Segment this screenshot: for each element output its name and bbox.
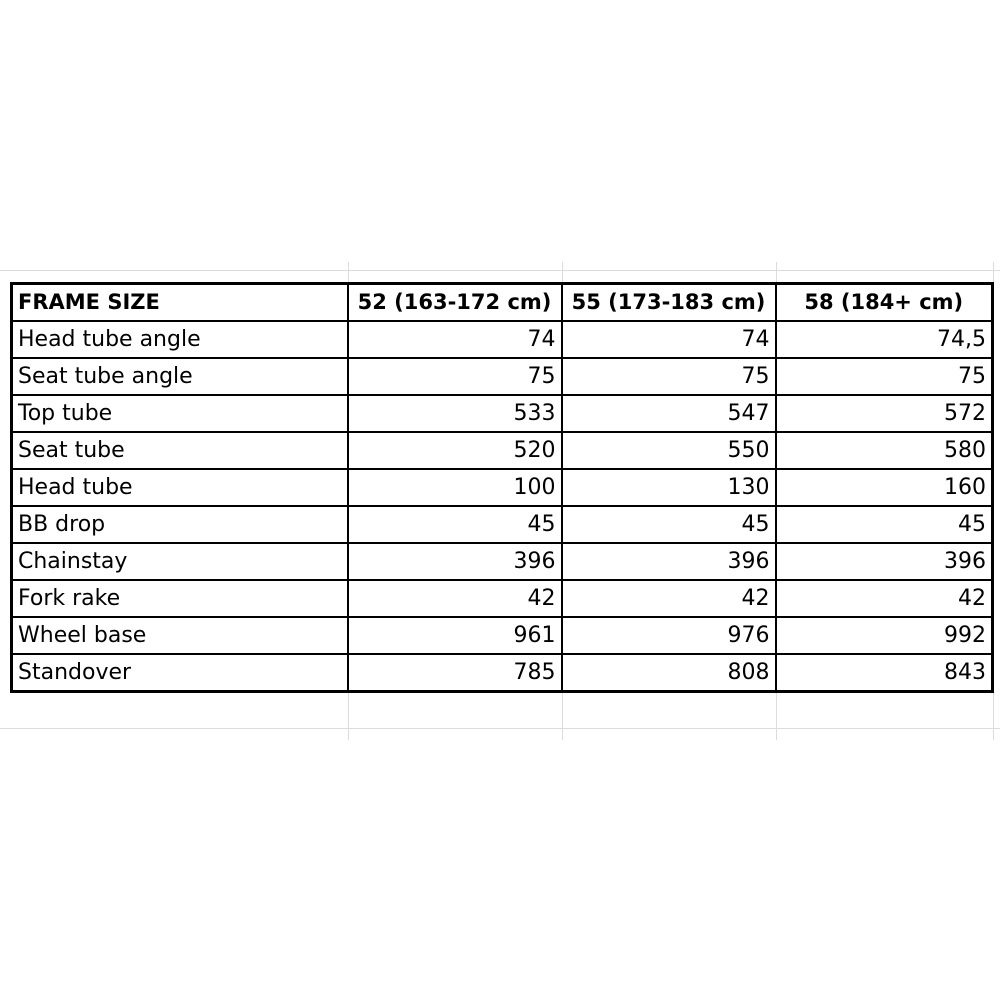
table-row [12, 654, 993, 692]
frame-size-header: FRAME SIZE [12, 284, 348, 322]
row-label: Top tube [12, 395, 348, 432]
cell-value: 42 [348, 580, 562, 617]
cell-value: 45 [562, 506, 776, 543]
cell-value: 42 [562, 580, 776, 617]
table-row [12, 395, 993, 432]
cell-value: 808 [562, 654, 776, 692]
row-label: Wheel base [12, 617, 348, 654]
cell-value: 45 [348, 506, 562, 543]
cell-value: 100 [348, 469, 562, 506]
frame-geometry-table [10, 282, 994, 693]
row-label: Standover [12, 654, 348, 692]
row-label: Seat tube angle [12, 358, 348, 395]
table-row [12, 321, 993, 358]
cell-value: 992 [776, 617, 993, 654]
row-label: Head tube angle [12, 321, 348, 358]
cell-value: 74 [348, 321, 562, 358]
cell-value: 396 [562, 543, 776, 580]
cell-value: 75 [348, 358, 562, 395]
cell-value: 130 [562, 469, 776, 506]
size-58-header: 58 (184+ cm) [776, 284, 993, 322]
cell-value: 74 [562, 321, 776, 358]
row-label: Fork rake [12, 580, 348, 617]
cell-value: 74,5 [776, 321, 993, 358]
row-label: Seat tube [12, 432, 348, 469]
cell-value: 572 [776, 395, 993, 432]
cell-value: 785 [348, 654, 562, 692]
row-label: BB drop [12, 506, 348, 543]
table-row [12, 432, 993, 469]
cell-value: 160 [776, 469, 993, 506]
table-row [12, 469, 993, 506]
cell-value: 520 [348, 432, 562, 469]
row-label: Head tube [12, 469, 348, 506]
cell-value: 396 [776, 543, 993, 580]
cell-value: 45 [776, 506, 993, 543]
size-52-header: 52 (163-172 cm) [348, 284, 562, 322]
size-55-header: 55 (173-183 cm) [562, 284, 776, 322]
table-row [12, 506, 993, 543]
cell-value: 580 [776, 432, 993, 469]
table-row [12, 358, 993, 395]
cell-value: 550 [562, 432, 776, 469]
cell-value: 976 [562, 617, 776, 654]
table-row [12, 543, 993, 580]
table-row [12, 617, 993, 654]
cell-value: 961 [348, 617, 562, 654]
cell-value: 533 [348, 395, 562, 432]
sheet-gridline [0, 728, 1000, 729]
cell-value: 843 [776, 654, 993, 692]
sheet-gridline [0, 270, 1000, 271]
cell-value: 75 [562, 358, 776, 395]
row-label: Chainstay [12, 543, 348, 580]
cell-value: 396 [348, 543, 562, 580]
header-row [12, 284, 993, 322]
table-row [12, 580, 993, 617]
cell-value: 42 [776, 580, 993, 617]
cell-value: 547 [562, 395, 776, 432]
cell-value: 75 [776, 358, 993, 395]
